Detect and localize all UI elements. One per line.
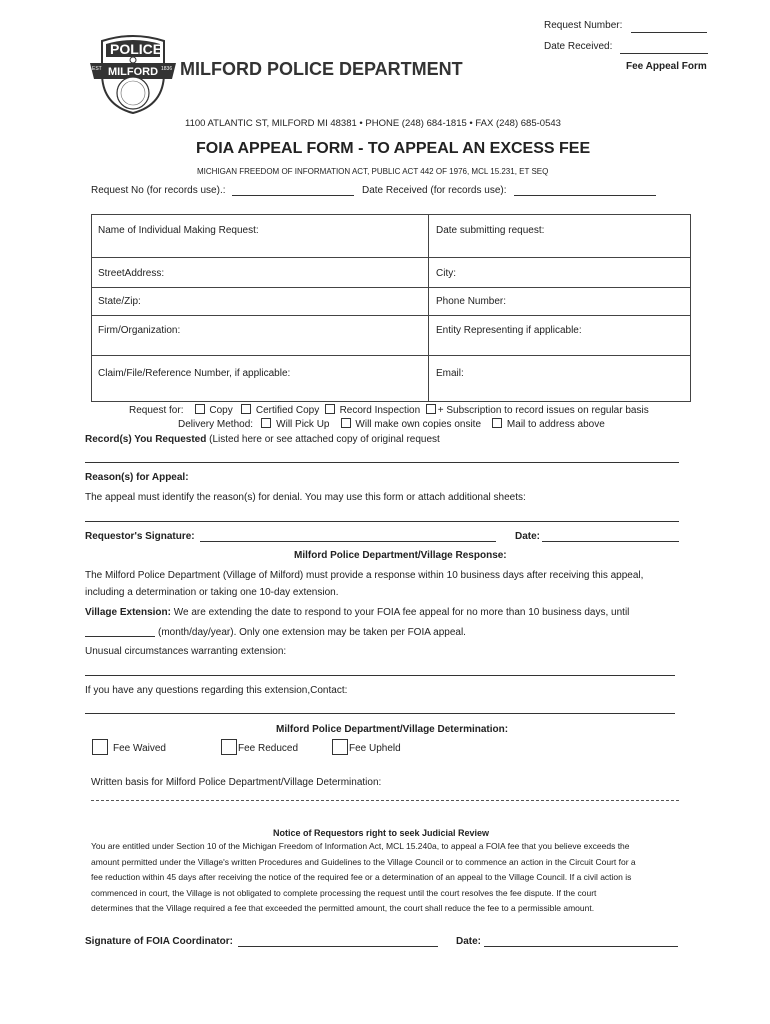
requestor-date-field[interactable] bbox=[542, 541, 679, 542]
coordinator-date-label: Date: bbox=[456, 936, 482, 947]
notice-line-3: fee reduction within 45 days after receiving the notice of the required fee or a determination of an appeal to the Village Council. If a civil action is bbox=[91, 872, 632, 882]
date-received-field[interactable] bbox=[620, 53, 708, 54]
reasons-line[interactable] bbox=[85, 521, 679, 522]
questions-line[interactable] bbox=[85, 713, 675, 714]
fee-waived-checkbox[interactable] bbox=[92, 739, 108, 755]
request-number-label: Request Number: bbox=[544, 20, 623, 31]
reasons-text: The appeal must identify the reason(s) for denial. You may use this form or attach additional sheets: bbox=[85, 492, 526, 503]
request-for-row bbox=[129, 404, 649, 416]
records-date-received-label: Date Received (for records use): bbox=[362, 185, 507, 196]
extension-date-field[interactable] bbox=[85, 636, 155, 637]
fee-waived-label: Fee Waived bbox=[113, 743, 166, 754]
contact-address: 1100 ATLANTIC ST, MILFORD MI 48381 • PHONE (248) 684-1815 • FAX (248) 685-0543 bbox=[185, 118, 561, 129]
department-name: MILFORD POLICE DEPARTMENT bbox=[180, 59, 463, 79]
name-field[interactable]: Name of Individual Making Request: bbox=[98, 225, 259, 236]
copy-checkbox[interactable] bbox=[195, 404, 205, 414]
questions-label: If you have any questions regarding this extension,Contact: bbox=[85, 685, 348, 696]
requestor-info-table bbox=[91, 214, 691, 402]
email-field[interactable]: Email: bbox=[436, 368, 464, 379]
reference-number-field[interactable]: Claim/File/Reference Number, if applicable: bbox=[98, 368, 291, 379]
coordinator-signature-field[interactable] bbox=[238, 946, 438, 947]
mail-label: Mail to address above bbox=[506, 419, 605, 430]
response-heading: Milford Police Department/Village Response: bbox=[294, 550, 507, 561]
copy-label: Copy bbox=[209, 405, 233, 416]
notice-line-1: You are entitled under Section 10 of the Michigan Freedom of Information Act, MCL 15.240a, to appeal a FOIA fee that you believe exceeds the bbox=[91, 841, 630, 851]
fee-upheld-checkbox[interactable] bbox=[332, 739, 348, 755]
extension-label: Village Extension: bbox=[85, 607, 171, 618]
form-tag: Fee Appeal Form bbox=[626, 61, 707, 72]
state-zip-field[interactable]: State/Zip: bbox=[98, 296, 141, 307]
requestor-signature-field[interactable] bbox=[200, 541, 496, 542]
extension-text: We are extending the date to respond to your FOIA fee appeal for no more than 10 business days, until bbox=[173, 607, 630, 618]
request-for-label: Request for: bbox=[129, 405, 184, 416]
written-basis-label: Written basis for Milford Police Department/Village Determination: bbox=[91, 777, 382, 788]
onsite-checkbox[interactable] bbox=[341, 418, 351, 428]
city-field[interactable]: City: bbox=[436, 268, 456, 279]
notice-heading: Notice of Requestors right to seek Judicial Review bbox=[273, 828, 490, 838]
extension-line-2: (month/day/year). Only one extension may be taken per FOIA appeal. bbox=[158, 627, 466, 638]
pickup-label: Will Pick Up bbox=[276, 419, 330, 430]
records-requested-row bbox=[85, 434, 440, 445]
response-line-2: including a determination or taking one 10-day extension. bbox=[85, 587, 339, 598]
requestor-date-label: Date: bbox=[515, 531, 541, 542]
written-basis-line[interactable] bbox=[91, 800, 679, 801]
requestor-signature-label: Requestor's Signature: bbox=[85, 531, 195, 542]
firm-field[interactable]: Firm/Organization: bbox=[98, 325, 181, 336]
police-badge-logo bbox=[88, 33, 178, 115]
onsite-label: Will make own copies onsite bbox=[355, 419, 482, 430]
record-inspection-label: Record Inspection bbox=[339, 405, 421, 416]
notice-paragraph bbox=[91, 839, 703, 917]
pickup-checkbox[interactable] bbox=[261, 418, 271, 428]
subscription-checkbox[interactable] bbox=[426, 404, 436, 414]
date-received-label: Date Received: bbox=[544, 41, 613, 52]
certified-copy-checkbox[interactable] bbox=[241, 404, 251, 414]
records-requested-label: Record(s) You Requested bbox=[85, 434, 207, 445]
notice-line-4: commenced in court, the Village is not obligated to complete processing the request until the court resolves the fee dispute. If the court bbox=[91, 887, 597, 898]
record-inspection-checkbox[interactable] bbox=[325, 404, 335, 414]
fee-reduced-checkbox[interactable] bbox=[221, 739, 237, 755]
fee-upheld-label: Fee Upheld bbox=[349, 743, 401, 754]
coordinator-signature-label: Signature of FOIA Coordinator: bbox=[85, 936, 233, 947]
form-title: FOIA APPEAL FORM - TO APPEAL AN EXCESS FEE bbox=[196, 140, 591, 157]
phone-field[interactable]: Phone Number: bbox=[436, 296, 507, 307]
unusual-circumstances-line[interactable] bbox=[85, 675, 675, 676]
fee-reduced-label: Fee Reduced bbox=[238, 743, 299, 754]
mail-checkbox[interactable] bbox=[492, 418, 502, 428]
certified-copy-label: Certified Copy bbox=[255, 405, 320, 416]
logo-police-text: POLICE bbox=[110, 41, 163, 57]
logo-milford-text: MILFORD bbox=[107, 66, 159, 78]
extension-row bbox=[85, 607, 629, 618]
reasons-label: Reason(s) for Appeal: bbox=[85, 472, 189, 483]
delivery-row bbox=[178, 418, 605, 430]
unusual-circumstances-label: Unusual circumstances warranting extension: bbox=[85, 646, 287, 657]
records-requested-note: (Listed here or see attached copy of original request bbox=[209, 434, 440, 445]
records-date-received-field[interactable] bbox=[514, 195, 656, 196]
entity-field[interactable]: Entity Representing if applicable: bbox=[436, 325, 582, 336]
notice-line-2: amount permitted under the Village's written Procedures and Guidelines to the Village Council or to commence an action in the Circuit Court for a bbox=[91, 856, 636, 867]
delivery-label: Delivery Method: bbox=[178, 419, 254, 430]
request-no-field[interactable] bbox=[232, 195, 354, 196]
determination-heading: Milford Police Department/Village Determination: bbox=[276, 724, 509, 735]
date-submitting-field[interactable]: Date submitting request: bbox=[436, 225, 545, 236]
street-address-field[interactable]: StreetAddress: bbox=[98, 268, 165, 279]
form-subtitle: MICHIGAN FREEDOM OF INFORMATION ACT, PUBLIC ACT 442 OF 1976, MCL 15.231, ET SEQ bbox=[197, 167, 549, 176]
request-no-label: Request No (for records use).: bbox=[91, 185, 226, 196]
logo-est-text: EST bbox=[92, 66, 102, 72]
request-number-field[interactable] bbox=[631, 32, 707, 33]
subscription-label: + Subscription to record issues on regular basis bbox=[437, 405, 649, 416]
notice-line-5: determines that the Village required a fee that exceeded the permitted amount, the court shall reduce the fee to a permissible amount. bbox=[91, 903, 595, 913]
coordinator-date-field[interactable] bbox=[484, 946, 678, 947]
logo-year-text: 1836 bbox=[161, 66, 173, 72]
response-line-1: The Milford Police Department (Village of Milford) must provide a response within 10 business days after receiving this appeal, bbox=[85, 570, 644, 581]
records-requested-line[interactable] bbox=[85, 462, 679, 463]
